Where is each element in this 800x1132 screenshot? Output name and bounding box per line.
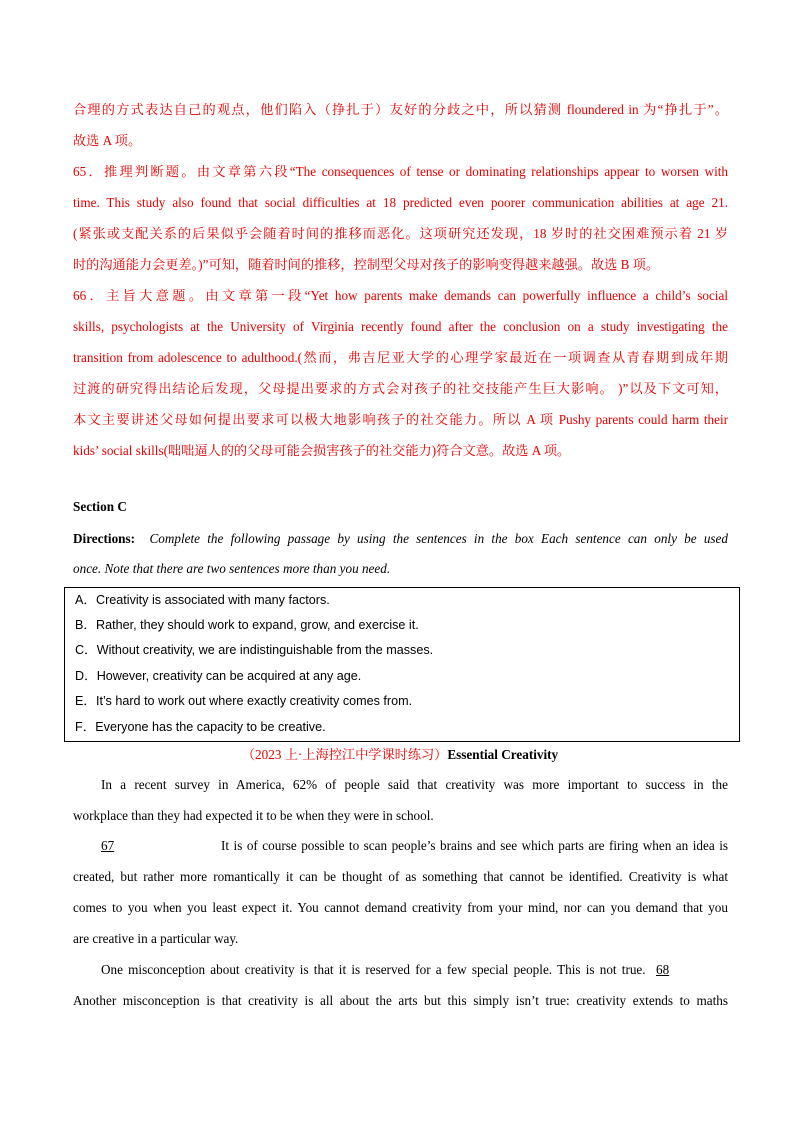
directions-line	[73, 524, 728, 554]
text-line: 故选 A 项。	[73, 133, 142, 148]
text-line: created, but rather more romantically it can be thought of as something that cannot be identified. Creativity is what	[73, 869, 728, 884]
text-span: One misconception about creativity is that it is reserved for a few special people. This is not true.	[101, 962, 646, 977]
text-line: Another misconception is that creativity is all about the arts but this simply isn’t true: creativity extends to maths	[73, 993, 728, 1008]
passage-caption	[0, 745, 800, 765]
section-title: Section C	[73, 499, 127, 514]
text-line: time. This study also found that social difficulties at 18 predicted even poorer communication abilities at age 21.	[73, 195, 728, 210]
text-line: 时的沟通能力会更差。)”可知，随着时间的推移，控制型父母对孩子的影响变得越来越强。故选 B 项。	[73, 257, 660, 272]
text-line: kids’ social skills(咄咄逼人的的父母可能会损害孩子的社交能力)符合文意。故选 A 项。	[73, 443, 571, 458]
text-line	[73, 830, 728, 861]
answer-explanation-66	[73, 280, 728, 466]
text-line: comes to you when you least expect it. You cannot demand creativity from your mind, nor can you demand that you	[73, 900, 728, 915]
text-line: (紧张或支配关系的后果似乎会随着时间的推移而恶化。这项研究还发现，18 岁时的社交困难预示着 21 岁	[73, 226, 728, 241]
text-line: 本文主要讲述父母如何提出要求可以极大地影响孩子的社交能力。所以 A 项 Pushy parents could harm their	[73, 412, 728, 427]
blank-67[interactable]: 67	[101, 838, 115, 853]
text-line	[73, 954, 728, 985]
text-line: workplace than they had expected it to be when they were in school.	[73, 808, 434, 823]
directions-line: once. Note that there are two sentences more than you need.	[73, 561, 391, 576]
text-span: It is of course possible to scan people’s brains and see which parts are firing when an idea is	[221, 838, 728, 853]
passage-paragraph-2	[73, 830, 728, 954]
answer-explanation-65	[73, 156, 728, 280]
option-e: E．It’s hard to work out where exactly creativity comes from.	[75, 694, 413, 708]
text-line: skills, psychologists at the University of Virginia recently found after the conclusion on a study investigating the	[73, 319, 728, 334]
blank-68[interactable]: 68	[656, 962, 670, 977]
text-line: In a recent survey in America, 62% of people said that creativity was more important to success in the	[101, 777, 728, 792]
passage-title: Essential Creativity	[447, 747, 559, 762]
passage-paragraph-3	[73, 954, 728, 1016]
option-b: B．Rather, they should work to expand, grow, and exercise it.	[75, 618, 419, 632]
directions-text: Complete the following passage by using the sentences in the box Each sentence can only be used	[149, 531, 728, 546]
option-a: A．Creativity is associated with many factors.	[75, 593, 330, 607]
text-line: transition from adolescence to adulthood.(然而，弗吉尼亚大学的心理学家最近在一项调查从青春期到成年期	[73, 350, 728, 365]
text-line: 66．主旨大意题。由文章第一段“Yet how parents make demands can powerfully influence a child’s social	[73, 288, 728, 303]
option-f: F．Everyone has the capacity to be creative.	[75, 720, 326, 734]
text-line: 65．推理判断题。由文章第六段“The consequences of tense or dominating relationships appear to worsen with	[73, 164, 728, 179]
options-box	[64, 587, 740, 742]
passage-paragraph-1	[73, 769, 728, 831]
text-line: 过渡的研究得出结论后发现，父母提出要求的方式会对孩子的社交技能产生巨大影响。 )”以及下文可知，	[73, 381, 728, 396]
text-line: 合理的方式表达自己的观点，他们陷入（挣扎于）友好的分歧之中，所以猜测 floundered in 为“挣扎于”。	[73, 102, 728, 117]
text-line: are creative in a particular way.	[73, 931, 239, 946]
option-c: C．Without creativity, we are indistinguishable from the masses.	[75, 643, 434, 657]
directions-label: Directions:	[73, 531, 136, 546]
answer-explanation-continued	[73, 94, 728, 156]
passage-source: （2023 上·上海控江中学课时练习）	[241, 747, 448, 762]
directions	[73, 524, 728, 584]
option-d: D．However, creativity can be acquired at any age.	[75, 669, 362, 683]
